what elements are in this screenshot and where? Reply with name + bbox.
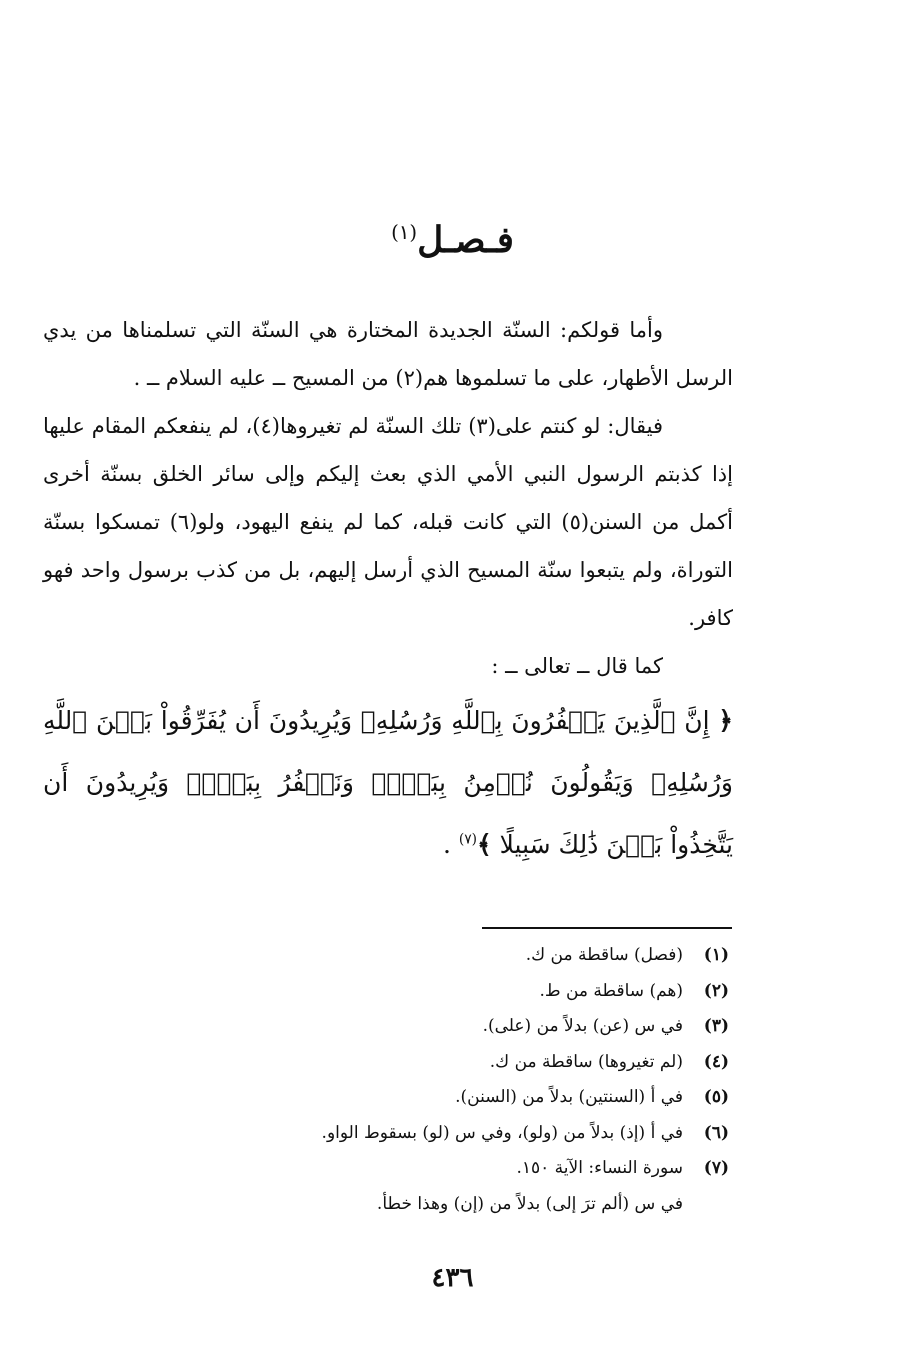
footnote-number: (٧): [703, 1158, 729, 1178]
footnote-item: [129, 1151, 729, 1187]
footnote-number: (١): [703, 945, 729, 965]
verse-text: إِنَّ ٱلَّذِينَ يَكۡفُرُونَ بِٱللَّهِ وَرُسُلِهِۦ وَيُرِيدُونَ أَن يُفَرِّقُواْ بَيۡنَ ٱللَّهِ وَرُسُلِهِۦ وَيَقُولُونَ نُؤۡمِنُ بِبَعۡضٖ وَنَكۡفُرُ بِبَعۡضٖ وَيُرِيدُونَ أَن يَتَّخِذُواْ بَيۡنَ ذَٰلِكَ سَبِيلًا: [43, 706, 733, 859]
footnote-text: سورة النساء: الآية ١٥٠.: [516, 1158, 683, 1178]
footnote-divider: [482, 927, 732, 929]
chapter-footnote-marker: (١): [391, 221, 418, 244]
paragraph-3: كما قال ــ تعالى ــ :: [491, 654, 663, 678]
footnote-number: (٦): [703, 1122, 729, 1143]
verse-end-punctuation: .: [442, 830, 451, 859]
chapter-title-text: فـصـل: [417, 219, 514, 261]
footnote-item: [129, 938, 729, 974]
footnote-number: (٤): [703, 1051, 729, 1072]
footnote-text: في س (عن) بدلاً من (على).: [482, 1016, 683, 1036]
page-number: ٤٣٦: [431, 1263, 474, 1293]
footnote-number: (٢): [703, 980, 729, 1001]
footnote-text: (فصل) ساقطة من ك.: [525, 945, 683, 965]
footnote-item: [129, 1009, 729, 1045]
footnote-item: [129, 1045, 729, 1081]
footnote-number: (٥): [703, 1087, 729, 1107]
footnote-item: [129, 1116, 729, 1152]
quran-verse: [43, 690, 733, 876]
footnotes-list: [129, 938, 729, 1222]
footnote-item: [129, 1080, 729, 1116]
verse-close-bracket: ﴾: [477, 830, 492, 859]
verse-open-bracket: ﴿: [718, 706, 733, 735]
paragraph-1: وأما قولكم: السنّة الجديدة المختارة هي السنّة التي تسلمناها من يدي الرسل الأطهار، على ما تسلموها هم(٢) من المسيح ــ عليه السلام ــ .: [43, 318, 733, 390]
paragraph-2: فيقال: لو كنتم على(٣) تلك السنّة لم تغيروها(٤)، لم ينفعكم المقام عليها إذا كذبتم الرسول النبي الأمي الذي بعث إليكم وإلى سائر الخلق بسنّة أخرى أكمل من السنن(٥) التي كانت قبله، كما لم ينفع اليهود، ولو(٦) تمسكوا بسنّة التوراة، ولم يتبعوا سنّة المسيح الذي أرسل إليهم، بل من كذب برسول واحد فهو كافر.: [43, 414, 733, 630]
footnote-continuation: في س (ألم ترَ إلى) بدلاً من (إن) وهذا خطأ.: [376, 1193, 683, 1214]
footnote-text: في أ (السنتين) بدلاً من (السنن).: [455, 1087, 683, 1107]
chapter-title: [0, 212, 905, 268]
footnote-number: (٣): [703, 1016, 729, 1036]
verse-footnote-marker: (٧): [458, 831, 477, 848]
main-text: [43, 306, 733, 876]
footnote-text: (لم تغيروها) ساقطة من ك.: [489, 1051, 683, 1072]
footnote-item: [129, 974, 729, 1010]
footnote-text: في أ (إذ) بدلاً من (ولو)، وفي س (لو) بسقوط الواو.: [321, 1122, 683, 1143]
footnote-text: (هم) ساقطة من ط.: [539, 980, 683, 1001]
